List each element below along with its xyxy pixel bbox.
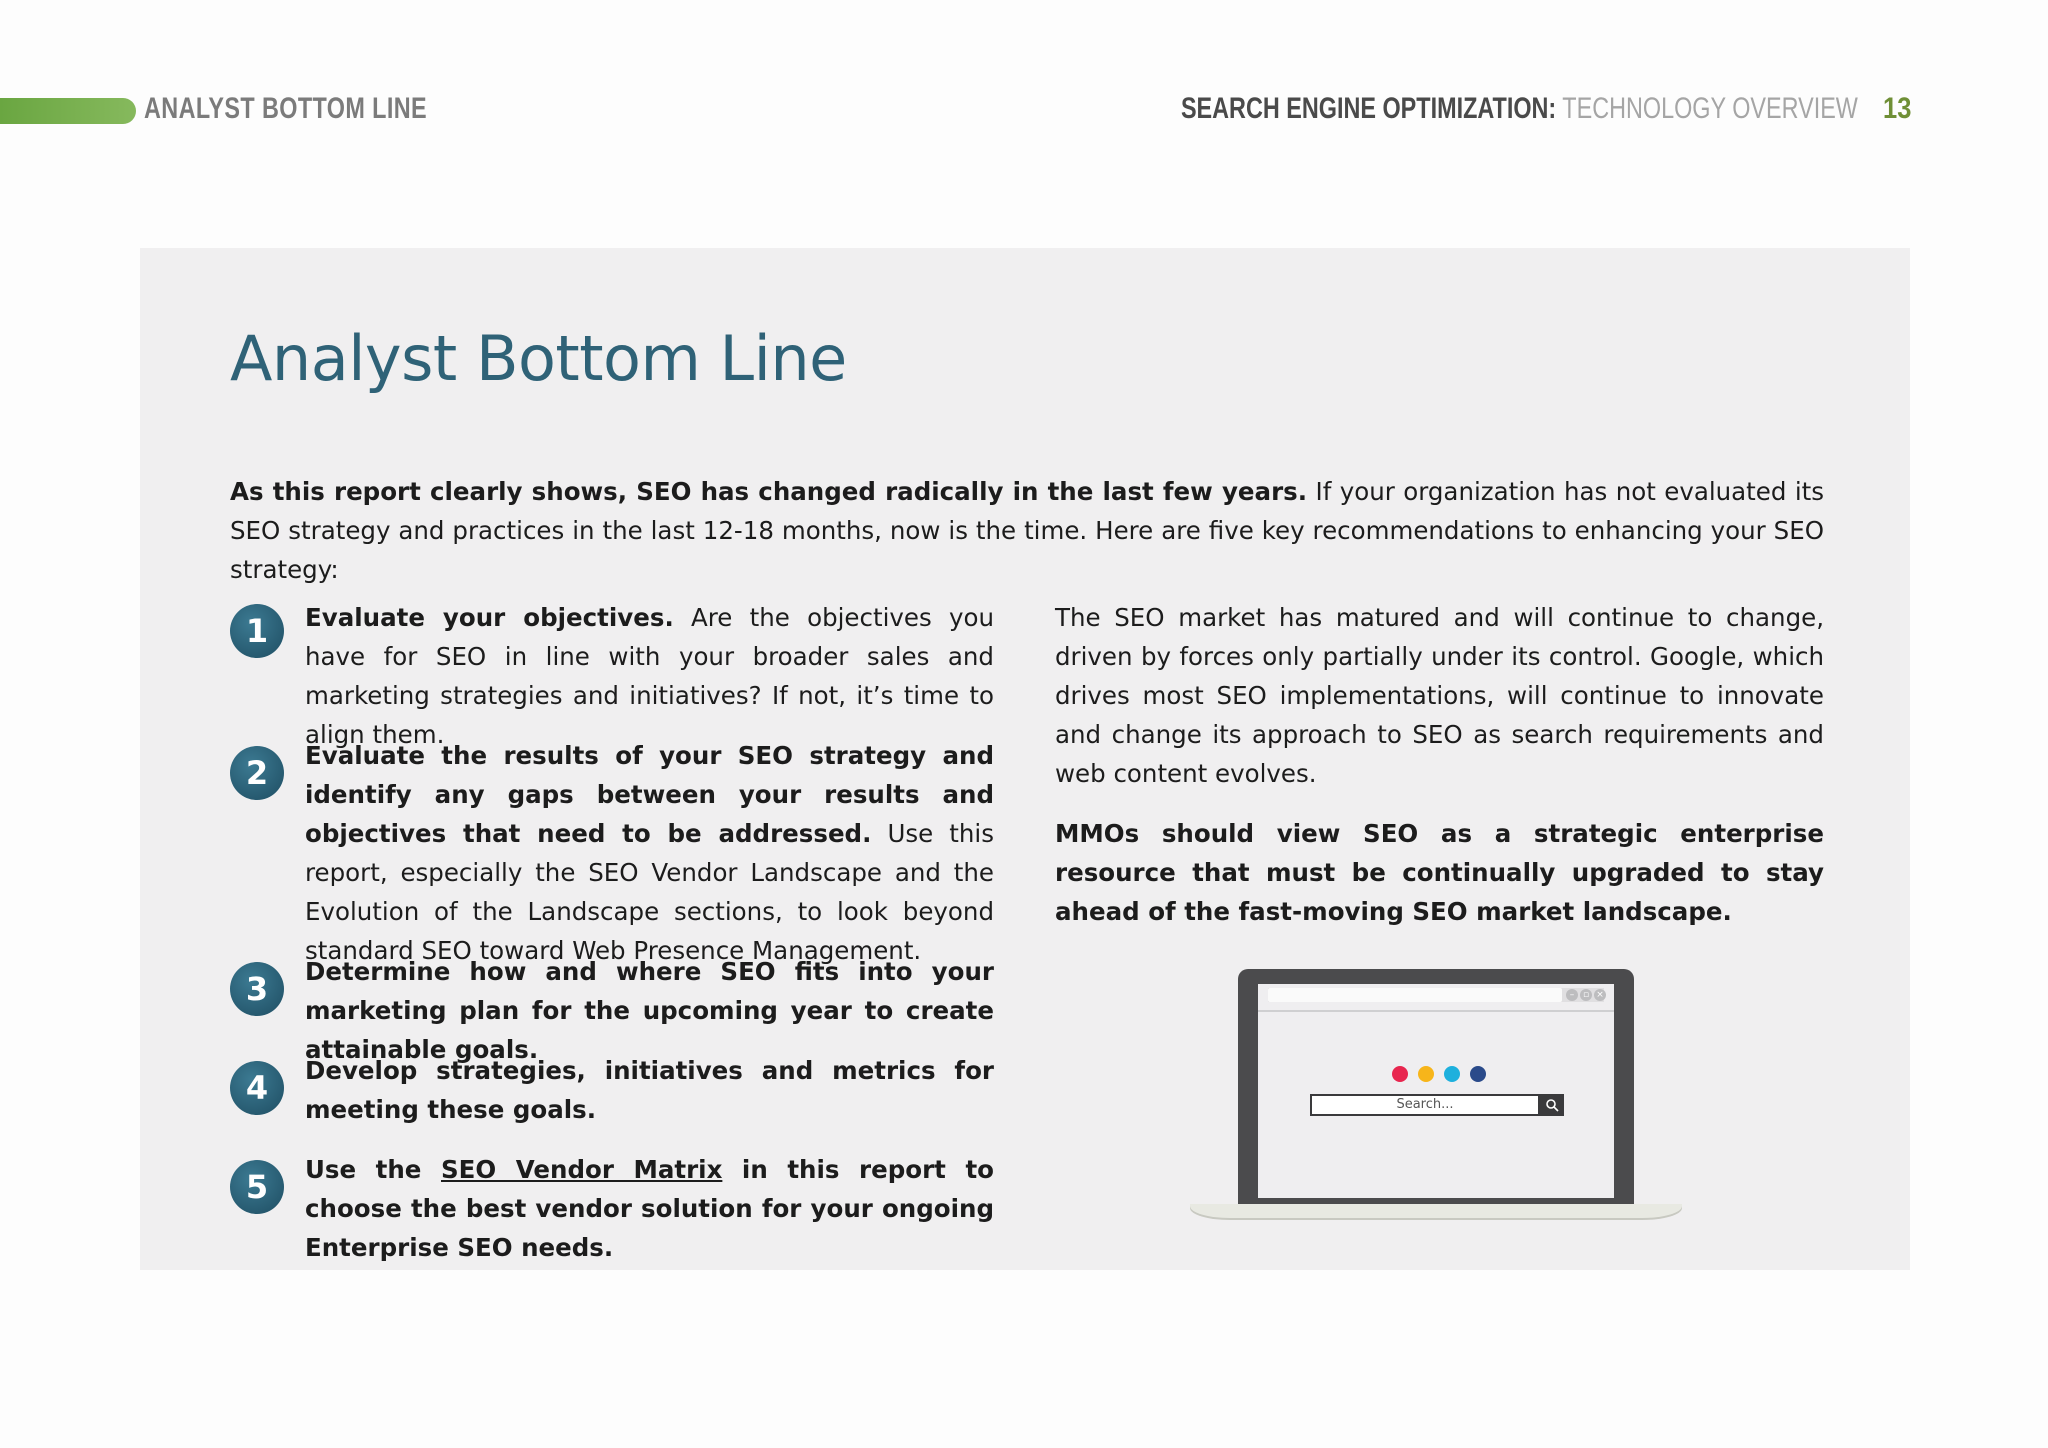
number-badge: 4: [230, 1061, 284, 1115]
number-badge: 5: [230, 1160, 284, 1214]
right-bold-statement: MMOs should view SEO as a strategic enterprise resource that must be continually upgraded to stay ahead of the fast-moving SEO market landscape.: [1055, 819, 1824, 926]
recommendation-bold: in this report to choose the best vendor solution for your ongoing Enterprise SEO needs.: [305, 1155, 994, 1262]
logo-dot-yellow: [1418, 1066, 1434, 1082]
laptop-illustration: [1190, 966, 1682, 1222]
page-title: Analyst Bottom Line: [230, 322, 847, 395]
logo-dot-red: [1392, 1066, 1408, 1082]
magnifier-icon: [1540, 1094, 1564, 1116]
toolbar-divider: [1258, 1010, 1614, 1012]
recommendation-text: [305, 736, 994, 970]
section-label: ANALYST BOTTOM LINE: [144, 92, 428, 125]
recommendation-bold: Evaluate the results of your SEO strategy and identify any gaps between your results and objectives that need to be addressed.: [305, 741, 994, 848]
laptop-display: [1258, 984, 1614, 1198]
browser-address-field: [1268, 988, 1562, 1002]
number-badge: 2: [230, 746, 284, 800]
recommendation-bold: Develop strategies, initiatives and metrics for meeting these goals.: [305, 1056, 994, 1124]
recommendation-bold: Determine how and where SEO fits into your marketing plan for the upcoming year to create attainable goals.: [305, 957, 994, 1064]
document-title-bold: SEARCH ENGINE OPTIMIZATION:: [1181, 92, 1557, 125]
right-paragraph: The SEO market has matured and will continue to change, driven by forces only partially under its control. Google, which drives most SEO implementations, will continue to innovate and change its approach to SEO as search requirements and web content evolves.: [1055, 603, 1824, 788]
intro-bold: As this report clearly shows, SEO has changed radically in the last few years.: [230, 477, 1308, 506]
recommendation-bold: Evaluate your objectives.: [305, 603, 674, 632]
page-number: 13: [1882, 92, 1911, 125]
header-accent-bar: [0, 98, 136, 124]
recommendation-text: [305, 1051, 994, 1129]
recommendation-text: [305, 1150, 994, 1267]
document-title: [1181, 92, 1858, 126]
recommendation-rest: Are the objectives you have for SEO in line with your broader sales and marketing strategies and initiatives? If not, it’s time to align them.: [305, 603, 994, 749]
intro-rest: If your organization has not evaluated its SEO strategy and practices in the last 12-18 months, now is the time. Here are five key recommendations to enhancing your SEO strategy:: [230, 477, 1824, 584]
laptop-base: [1190, 1204, 1682, 1218]
seo-vendor-matrix-link[interactable]: SEO Vendor Matrix: [441, 1155, 723, 1184]
recommendation-bold: Use the: [305, 1155, 441, 1184]
search-box: Search...: [1310, 1094, 1540, 1116]
document-title-light: TECHNOLOGY OVERVIEW: [1562, 92, 1858, 125]
intro-paragraph: [230, 472, 1824, 589]
minimize-icon: –: [1566, 989, 1578, 1001]
logo-dot-blue: [1444, 1066, 1460, 1082]
logo-dot-navy: [1470, 1066, 1486, 1082]
maximize-icon: ▫: [1580, 989, 1592, 1001]
close-icon: ×: [1594, 989, 1606, 1001]
number-badge: 3: [230, 962, 284, 1016]
recommendation-rest: Use this report, especially the SEO Vendor Landscape and the Evolution of the Landscape sections, to look beyond standard SEO toward Web Presence Management.: [305, 819, 994, 965]
number-badge: 1: [230, 604, 284, 658]
recommendation-text: [305, 598, 994, 754]
